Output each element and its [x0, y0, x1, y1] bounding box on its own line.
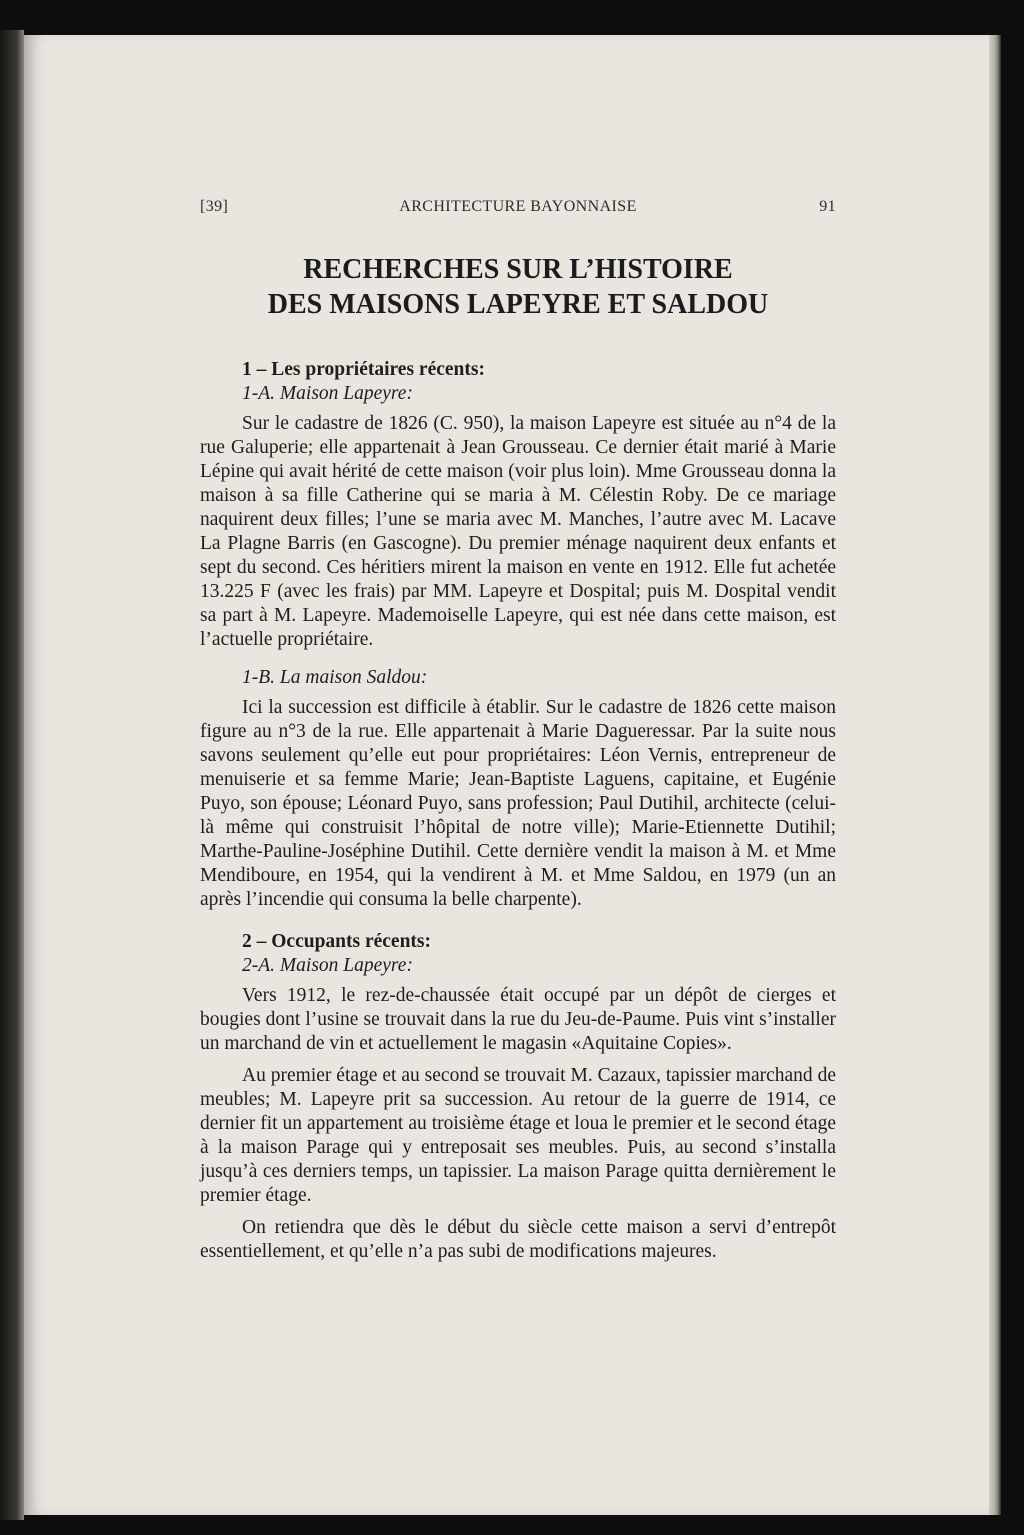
paragraph: Sur le cadastre de 1826 (C. 950), la maison Lapeyre est située au n°4 de la rue Galuperie; elle appartenait à Jean Grousseau. Ce dernier était marié à Marie Lépine qui avait hérité de cette maison (voir plus loin). Mme Grousseau donna la maison à sa fille Catherine qui se maria à M. Célestin Roby. De ce mariage naquirent deux filles; l’une se maria avec M. Manches, l’autre avec M. Lacave La Plagne Barris (en Gascogne). Du premier ménage naquirent deux enfants et sept du second. Ces héritiers mirent la maison en vente en 1912. Elle fut achetée 13.225 F (avec les frais) par MM. Lapeyre et Dospital; puis M. Dospital vendit sa part à M. Lapeyre. Mademoiselle Lapeyre, qui est née dans cette maison, est l’actuelle propriétaire. — [200, 413, 836, 650]
paragraph: On retiendra que dès le début du siècle cette maison a servi d’entrepôt essentiellement, et qu’elle n’a pas subi de modifications majeures. — [200, 1217, 836, 1262]
subsection-heading: 2-A. Maison Lapeyre: — [242, 955, 413, 976]
running-header — [200, 198, 836, 222]
title-line-2: DES MAISONS LAPEYRE ET SALDOU — [267, 289, 769, 320]
paragraph: Vers 1912, le rez-de-chaussée était occupé par un dépôt de cierges et bougies dont l’usine se trouvait dans la rue du Jeu-de-Paume. Puis vint s’installer un marchand de vin et actuellement le magasin «Aquitaine Copies». — [200, 985, 836, 1054]
article-body — [200, 358, 836, 1272]
page-reference: [39] — [200, 198, 229, 215]
section-heading: 2 – Occupants récents: — [242, 931, 432, 952]
subsection-heading: 1-B. La maison Saldou: — [242, 667, 428, 688]
paragraph: Au premier étage et au second se trouvait M. Cazaux, tapissier marchand de meubles; M. Lapeyre prit sa succession. Au retour de la guerre de 1914, ce dernier fit un appartement au troisième étage et loua le premier et le second étage à la maison Parage qui y entreposait ses meubles. Puis, au second s’installa jusqu’à ces derniers temps, un tapissier. La maison Parage quitta dernièrement le premier étage. — [200, 1065, 836, 1206]
paragraph: Ici la succession est difficile à établir. Sur le cadastre de 1826 cette maison figure au n°3 de la rue. Elle appartenait à Marie Dagueressar. Par la suite nous savons seulement qu’elle eut pour propriétaires: Léon Vernis, entrepreneur de menuiserie et sa femme Marie; Jean-Baptiste Laguens, capitaine, et Eugénie Puyo, son épouse; Léonard Puyo, sans profession; Paul Dutihil, architecte (celui-là même qui construisit l’hôpital de notre ville); Marie-Etiennette Dutihil; Marthe-Pauline-Joséphine Dutihil. Cette dernière vendit la maison à M. et Mme Mendiboure, en 1954, qui la vendirent à M. et Mme Saldou, en 1979 (un an après l’incendie qui consuma la belle charpente). — [200, 697, 836, 910]
journal-title: ARCHITECTURE BAYONNAISE — [399, 198, 637, 215]
page-edge — [989, 35, 1001, 1515]
section-heading: 1 – Les propriétaires récents: — [242, 359, 485, 380]
article-title — [200, 252, 836, 322]
book-binding — [0, 30, 24, 1520]
subsection-heading: 1-A. Maison Lapeyre: — [242, 383, 413, 404]
page-number: 91 — [819, 198, 836, 215]
title-line-1: RECHERCHES SUR L’HISTOIRE — [303, 254, 733, 285]
